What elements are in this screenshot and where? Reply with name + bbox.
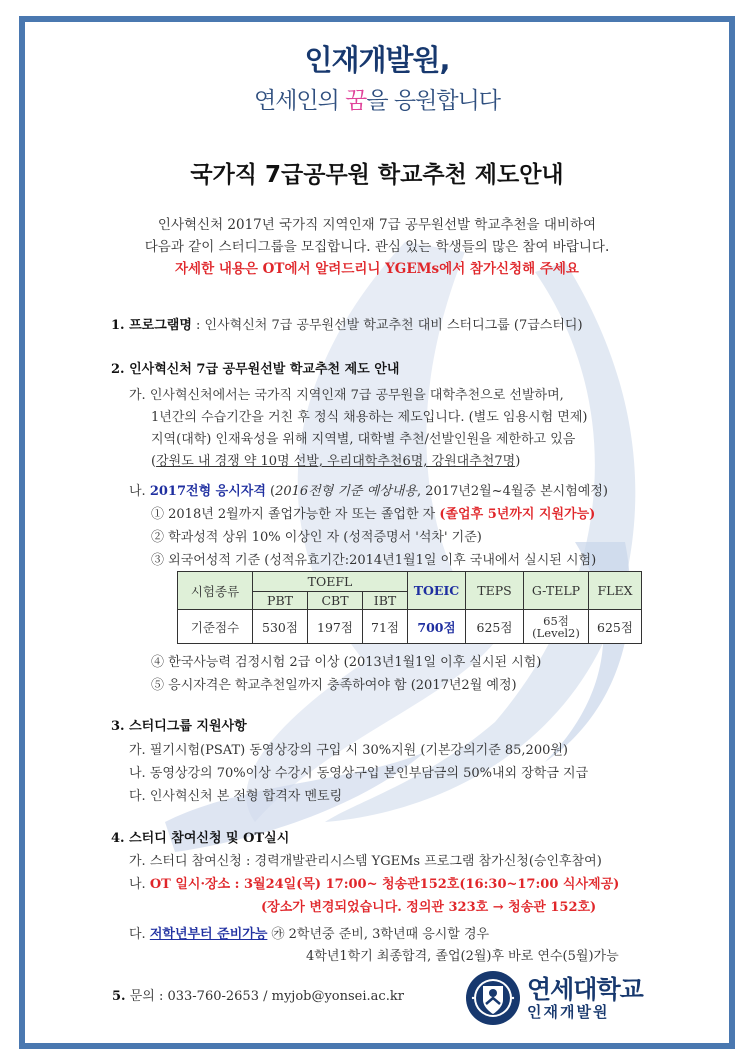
na-prefix: 나. [129,484,150,499]
na-prefix: 나. [129,877,150,892]
intro-notice: 자세한 내용은 OT에서 알려드리니 YGEMs에서 참가신청해 주세요 [175,261,579,277]
table-header-flex: FLEX [589,572,642,610]
paren-open: ( [265,484,276,499]
eligibility-item-4: ④ 한국사능력 검정시험 2급 이상 (2013년1월1일 이후 실시된 시험) [151,655,542,670]
intro-line-2: 다음과 같이 스터디그룹을 모집합니다. 관심 있는 학생들의 많은 참여 바랍니다. [144,239,610,255]
score-pbt: 530점 [253,610,308,644]
page-title: 국가직 7급공무원 학교추천 제도안내 [190,162,564,188]
venue-change-note: (장소가 변경되었습니다. 정의관 323호 → 청송관 152호) [261,900,597,915]
logo-university-name: 연세대학교 [527,975,643,1004]
table-header-pbt: PBT [253,592,308,610]
poster-content [25,22,729,1043]
header-slogan [25,82,729,115]
contact-label: 5. [112,989,126,1004]
apply-item-da-line-2: 4학년1학기 최종합격, 졸업(2월)후 바로 연수(5월)가능 [306,949,619,964]
section-4-heading: 4. 스터디 참여신청 및 OT실시 [111,831,290,846]
section-2-ga-line-1: 가. 인사혁신처에서는 국가직 지역인재 7급 공무원을 대학추천으로 선발하며, [129,388,564,403]
yonsei-seal-icon [465,970,521,1026]
score-flex: 625점 [589,610,642,644]
support-item-2: 나. 동영상강의 70%이상 수강시 동영상구입 본인부담금의 50%내외 장학금 지급 [129,766,589,781]
table-header-cbt: CBT [308,592,363,610]
score-gtelp-level: (Level2) [532,625,580,640]
eligibility-item-2: ② 학과성적 상위 10% 이상인 자 (성적증명서 '석차' 기준) [151,530,482,545]
language-score-table [177,571,642,644]
intro-line-1: 인사혁신처 2017년 국가직 지역인재 7급 공무원선발 학교추천을 대비하여 [157,217,597,233]
table-header-gtelp: G-TELP [524,572,589,610]
support-item-1: 가. 필기시험(PSAT) 동영상강의 구입 시 30%지원 (기본강의기준 85,200원) [129,743,569,758]
support-item-3: 다. 인사혁신처 본 전형 합격자 멘토링 [129,789,343,804]
eligibility-item-3: ③ 외국어성적 기준 (성적유효기간:2014년1월1일 이후 국내에서 실시된 시험) [151,553,597,568]
table-header-toeic: TOEIC [408,572,466,610]
table-header-ibt: IBT [363,592,408,610]
score-ibt: 71점 [363,610,408,644]
eligibility-italic: 2016전형 기준 예상내용 [275,484,417,499]
apply-item-da [129,923,489,942]
section-2-ga-line-4 [151,450,520,469]
apply-item-ga: 가. 스터디 참여신청 : 경력개발관리시스템 YGEMs 프로그램 참가신청(승인후참여) [129,854,602,869]
section-2-na-heading [129,480,608,499]
section-1-text: : 인사혁신처 7급 공무원선발 학교추천 대비 스터디그룹 (7급스터디) [191,318,583,333]
score-toeic: 700점 [408,610,466,644]
header-line-1: 인재개발원, [304,43,450,77]
contact-info [112,985,404,1004]
slogan-part-2: 을 응원합니다 [366,88,501,114]
logo-department-name: 인재개발원 [527,1003,610,1021]
paren-close: ) [515,454,521,469]
section-2-ga-line-2: 1년간의 수습기간을 거친 후 정식 채용하는 제도입니다. (별도 임용시험 면제) [151,410,588,425]
score-teps: 625점 [466,610,524,644]
eligibility-item-1 [151,503,595,522]
eligibility-item-highlight: (졸업후 5년까지 지원가능) [439,507,596,522]
eligibility-highlight: 2017전형 응시자격 [149,484,266,499]
da-text: ㉮ 2학년중 준비, 3학년때 응시할 경우 [267,927,490,942]
section-2-heading: 2. 인사혁신처 7급 공무원선발 학교추천 제도 안내 [111,362,400,377]
quota-note: 강원도 내 경쟁 약 10명 선발, 우리대학추천6명, 강원대추천7명 [156,454,516,469]
apply-item-na [129,873,619,892]
eligibility-rest: , 2017년2월~4월중 본시험예정) [416,484,608,499]
section-1-label: 1. 프로그램명 [111,318,192,333]
section-1 [111,314,583,333]
section-2-ga-line-3: 지역(대학) 인재육성을 위해 지역별, 대학별 추천/선발인원을 제한하고 있음 [151,432,576,447]
da-prefix: 다. [129,927,150,942]
ot-schedule: OT 일시·장소 : 3월24일(목) 17:00~ 청송관152호(16:30~17:00 식사제공) [149,877,620,892]
score-gtelp [524,610,589,644]
yonsei-logo [465,970,665,1026]
eligibility-item-text: ① 2018년 2월까지 졸업가능한 자 또는 졸업한 자 [151,507,440,522]
paren-open: ( [151,454,157,469]
early-prep-highlight: 저학년부터 준비가능 [149,927,268,942]
slogan-part-1: 연세인의 [253,88,346,114]
table-header-teps: TEPS [466,572,524,610]
eligibility-item-5: ⑤ 응시자격은 학교추천일까지 충족하여야 함 (2017년2월 예정) [151,678,517,693]
score-gtelp-value: 65점 [543,613,569,628]
intro-paragraph [25,214,729,280]
slogan-highlight: 꿈 [345,88,367,114]
table-header-exam-type: 시험종류 [178,572,253,610]
score-cbt: 197점 [308,610,363,644]
table-header-toefl: TOEFL [253,572,408,592]
section-3-heading: 3. 스터디그룹 지원사항 [111,719,247,734]
contact-text: 문의 : 033-760-2653 / myjob@yonsei.ac.kr [125,989,404,1004]
table-row-header-score: 기준점수 [178,610,253,644]
poster-frame [19,16,735,1049]
